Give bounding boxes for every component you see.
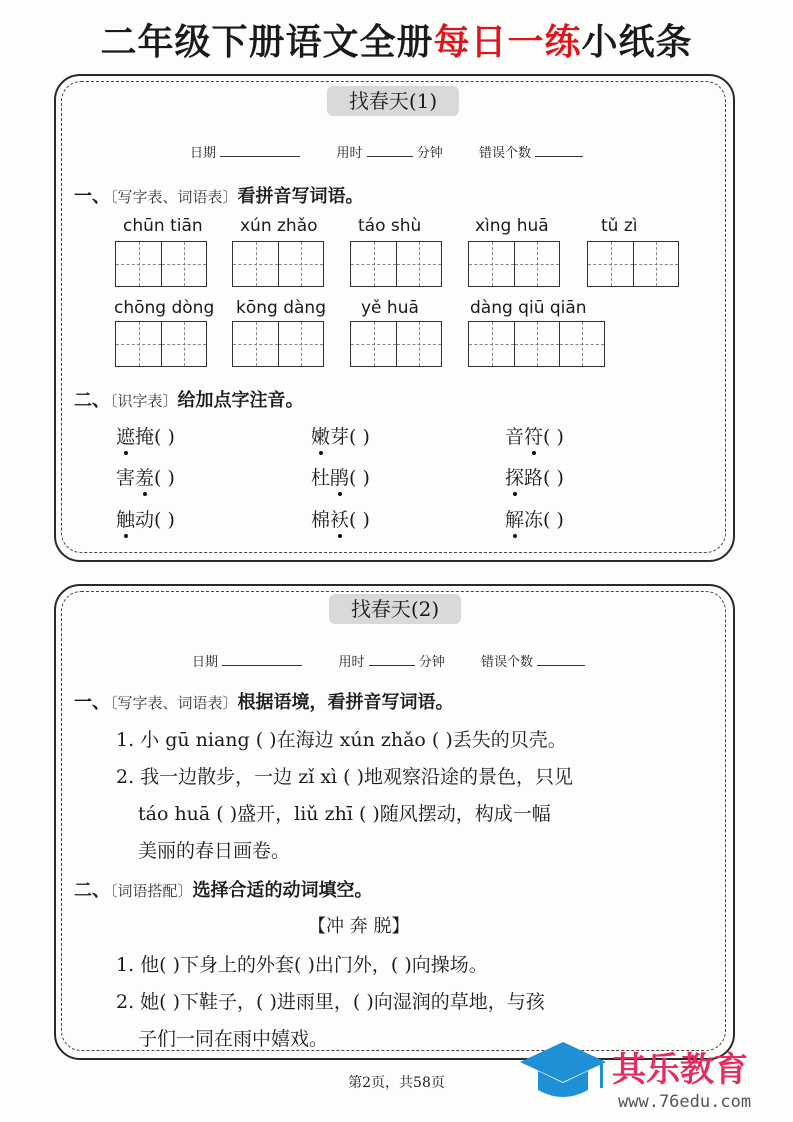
pinyin-label: kōng dàng <box>236 298 326 318</box>
minutes-label: 分钟 <box>416 146 443 161</box>
errors-line[interactable] <box>535 144 583 157</box>
time-label: 用时 <box>338 655 365 670</box>
errors-line[interactable] <box>537 653 585 666</box>
pinyin-label: yě huā <box>361 298 419 318</box>
writing-grid[interactable] <box>232 241 324 287</box>
word-item: 杜鹃( ) <box>311 467 370 489</box>
title-part-1: 二年级下册语文全册 <box>100 21 434 63</box>
writing-grid[interactable] <box>468 321 605 367</box>
answer-paren[interactable]: ( ) <box>154 509 175 531</box>
pinyin-label: chūn tiān <box>123 216 203 236</box>
date-line[interactable] <box>220 144 300 157</box>
exercise-line: 2. 我一边散步，一边 zǐ xì ( )地观察沿途的景色，只见 <box>116 766 574 788</box>
card-1-tag: 找春天(1) <box>327 86 459 116</box>
exercise-line: 1. 小 gū niang ( )在海边 xún zhǎo ( )丢失的贝壳。 <box>116 729 567 751</box>
answer-paren[interactable]: ( ) <box>543 509 564 531</box>
writing-grid[interactable] <box>115 241 207 287</box>
word-item: 棉袄( ) <box>311 509 370 531</box>
watermark-brand: 其乐教育 <box>612 1050 748 1090</box>
word-item: 遮掩( ) <box>116 426 175 448</box>
answer-paren[interactable]: ( ) <box>154 426 175 448</box>
card-2-section-1-heading: 一、〔写字表、词语表〕根据语境，看拼音写词语。 <box>74 692 454 713</box>
pinyin-label: xún zhǎo <box>240 216 318 236</box>
pinyin-label: dàng qiū qiān <box>470 298 587 318</box>
watermark-url: www.76edu.com <box>618 1092 752 1112</box>
exercise-line: 美丽的春日画卷。 <box>138 840 291 862</box>
errors-label: 错误个数 <box>481 655 534 670</box>
exercise-line: táo huā ( )盛开，liǔ zhī ( )随风摆动，构成一幅 <box>138 803 551 825</box>
answer-paren[interactable]: ( ) <box>543 426 564 448</box>
answer-paren[interactable]: ( ) <box>543 467 564 489</box>
date-label: 日期 <box>190 146 217 161</box>
answer-paren[interactable]: ( ) <box>349 509 370 531</box>
time-line[interactable] <box>367 144 413 157</box>
page-number: 第2页，共58页 <box>348 1075 445 1091</box>
word-item: 探路( ) <box>505 467 564 489</box>
writing-grid[interactable] <box>350 241 442 287</box>
time-label: 用时 <box>336 146 363 161</box>
writing-grid[interactable] <box>587 241 679 287</box>
exercise-line: 子们一同在雨中嬉戏。 <box>138 1028 329 1050</box>
minutes-label: 分钟 <box>418 655 445 670</box>
card-1-meta <box>190 142 583 161</box>
card-2-meta <box>192 651 585 670</box>
graduation-cap-icon <box>518 1038 608 1108</box>
writing-grid[interactable] <box>350 321 442 367</box>
pinyin-label: xìng huā <box>475 216 549 236</box>
answer-paren[interactable]: ( ) <box>349 467 370 489</box>
errors-label: 错误个数 <box>479 146 532 161</box>
exercise-line: 2. 她( )下鞋子，( )进雨里，( )向湿润的草地，与孩 <box>116 991 545 1013</box>
word-item: 害羞( ) <box>116 467 175 489</box>
word-item: 触动( ) <box>116 509 175 531</box>
word-item: 音符( ) <box>505 426 564 448</box>
title-part-3: 小纸条 <box>581 21 693 63</box>
verb-choices: 【冲 奔 脱】 <box>308 916 410 937</box>
word-item: 解冻( ) <box>505 509 564 531</box>
date-line[interactable] <box>222 653 302 666</box>
pinyin-label: tǔ zì <box>601 216 638 236</box>
time-line[interactable] <box>369 653 415 666</box>
card-1-section-1-heading: 一、〔写字表、词语表〕看拼音写词语。 <box>74 186 364 207</box>
title-part-2: 每日一练 <box>433 21 582 63</box>
word-item: 嫩芽( ) <box>311 426 370 448</box>
answer-paren[interactable]: ( ) <box>154 467 175 489</box>
card-2-tag: 找春天(2) <box>329 594 461 624</box>
date-label: 日期 <box>192 655 219 670</box>
pinyin-label: chōng dòng <box>114 298 215 318</box>
card-1-section-2-heading: 二、〔识字表〕给加点字注音。 <box>74 390 304 411</box>
card-2-section-2-heading: 二、〔词语搭配〕选择合适的动词填空。 <box>74 880 373 901</box>
writing-grid[interactable] <box>232 321 324 367</box>
pinyin-label: táo shù <box>358 216 422 236</box>
exercise-line: 1. 他( )下身上的外套( )出门外，( )向操场。 <box>116 954 488 976</box>
answer-paren[interactable]: ( ) <box>349 426 370 448</box>
page-title <box>0 14 793 65</box>
writing-grid[interactable] <box>468 241 560 287</box>
writing-grid[interactable] <box>115 321 207 367</box>
